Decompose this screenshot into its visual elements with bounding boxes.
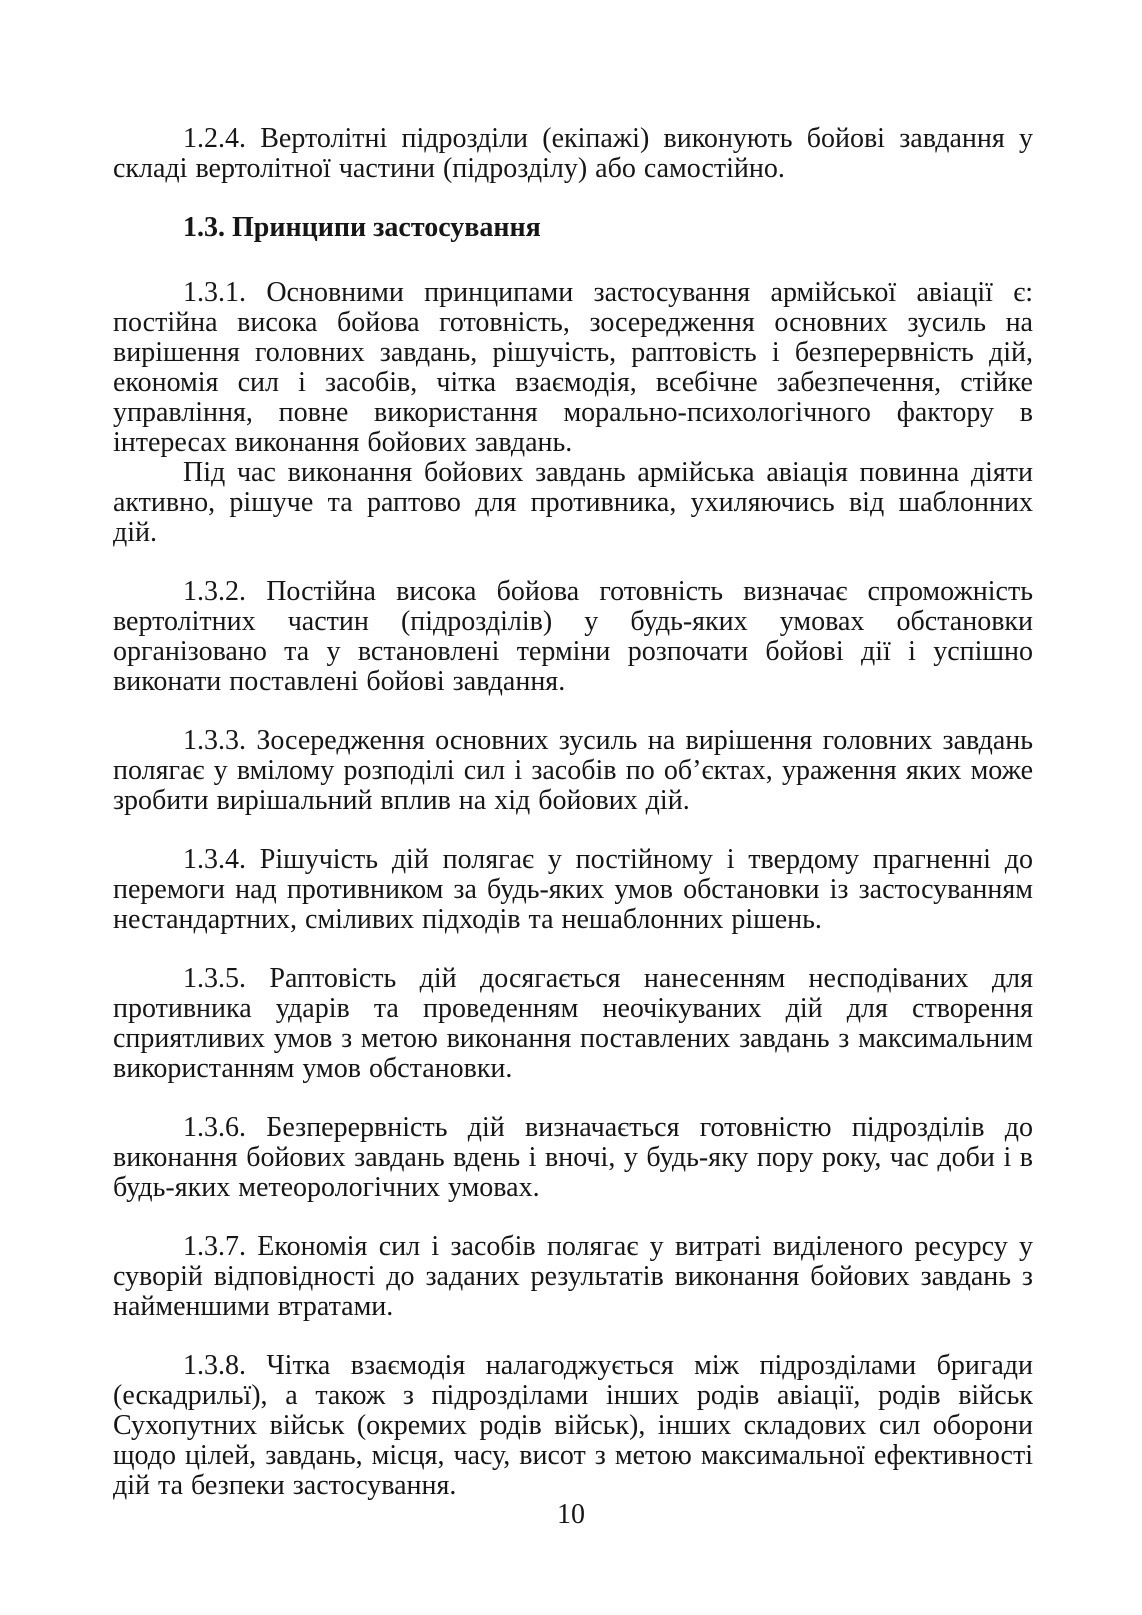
paragraph-1-2-4: 1.2.4. Вертолітні підрозділи (екіпажі) виконують бойові завдання у складі вертолітної частини (підрозділу) або самостійно.	[113, 123, 1033, 184]
paragraph-1-3-3: 1.3.3. Зосередження основних зусиль на вирішення головних завдань полягає у вмілому розподілі сил і засобів по об’єктах, ураження яких може зробити вирішальний вплив на хід бойових дій.	[113, 725, 1033, 816]
paragraph-1-3-7: 1.3.7. Економія сил і засобів полягає у витраті виділеного ресурсу у суворій відповідності до заданих результатів виконання бойових завдань з найменшими втратами.	[113, 1231, 1033, 1322]
paragraph-1-3-1-continuation: Під час виконання бойових завдань армійська авіація повинна діяти активно, рішуче та раптово для противника, ухиляючись від шаблонних дій.	[113, 457, 1033, 548]
paragraph-1-3-1: 1.3.1. Основними принципами застосування армійської авіації є: постійна висока бойова готовність, зосередження основних зусиль на вирішення головних завдань, рішучість, раптовість і безперервність дій, економія сил і засобів, чітка взаємодія, всебічне забезпечення, стійке управління, повне використання морально-психологічного фактору в інтересах виконання бойових завдань.	[113, 277, 1033, 458]
section-heading-1-3: 1.3. Принципи застосування	[183, 212, 541, 243]
paragraph-1-3-8: 1.3.8. Чітка взаємодія налагоджується між підрозділами бригади (ескадрильї), а також з підрозділами інших родів авіації, родів військ Сухопутних військ (окремих родів військ), інших складових сил оборони щодо цілей, завдань, місця, часу, висот з метою максимальної ефективності дій та безпеки застосування.	[113, 1350, 1033, 1501]
document-content	[113, 124, 1033, 1530]
paragraph-1-3-5: 1.3.5. Раптовість дій досягається нанесенням несподіваних для противника ударів та проведенням неочікуваних дій для створення сприятливих умов з метою виконання поставлених завдань з максимальним використанням умов обстановки.	[113, 963, 1033, 1084]
page-number: 10	[557, 1499, 585, 1530]
paragraph-1-3-6: 1.3.6. Безперервність дій визначається готовністю підрозділів до виконання бойових завдань вдень і вночі, у будь-яку пору року, час доби і в будь-яких метеорологічних умовах.	[113, 1112, 1033, 1203]
paragraph-1-3-2: 1.3.2. Постійна висока бойова готовність визначає спроможність вертолітних частин (підрозділів) у будь-яких умовах обстановки організовано та у встановлені терміни розпочати бойові дії і успішно виконати поставлені бойові завдання.	[113, 576, 1033, 697]
paragraph-1-3-4: 1.3.4. Рішучість дій полягає у постійному і твердому прагненні до перемоги над противником за будь-яких умов обстановки із застосуванням нестандартних, сміливих підходів та нешаблонних рішень.	[113, 844, 1033, 935]
